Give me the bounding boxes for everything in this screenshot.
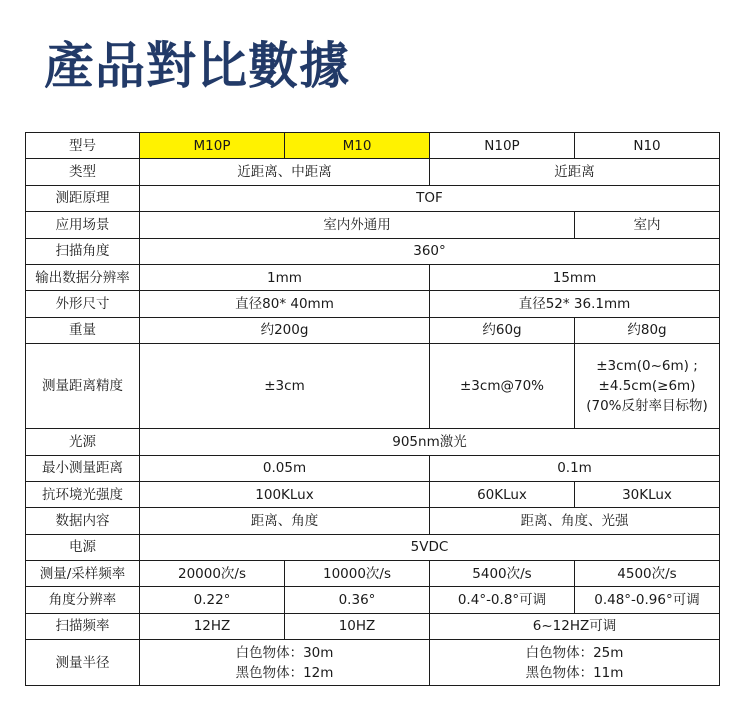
table-cell: 室内外通用 bbox=[140, 212, 575, 238]
row-label: 电源 bbox=[26, 534, 140, 560]
cell-line: 黑色物体：12m bbox=[235, 664, 334, 681]
table-row bbox=[26, 264, 720, 290]
table-cell: 近距离 bbox=[430, 159, 720, 185]
model-header-n10p: N10P bbox=[430, 133, 575, 159]
model-header-m10: M10 bbox=[285, 133, 430, 159]
table-row bbox=[26, 508, 720, 534]
table-cell: 约60g bbox=[430, 317, 575, 343]
table-row bbox=[26, 185, 720, 211]
table-cell: 60KLux bbox=[430, 481, 575, 507]
table-cell: TOF bbox=[140, 185, 720, 211]
row-label: 扫描角度 bbox=[26, 238, 140, 264]
table-cell bbox=[140, 640, 430, 686]
table-cell: 0.4°-0.8°可调 bbox=[430, 587, 575, 613]
row-label: 光源 bbox=[26, 429, 140, 455]
row-label: 测量距离精度 bbox=[26, 344, 140, 429]
row-label: 扫描频率 bbox=[26, 613, 140, 639]
table-cell: 近距离、中距离 bbox=[140, 159, 430, 185]
row-label: 最小测量距离 bbox=[26, 455, 140, 481]
cell-line: ±3cm(0~6m) ; bbox=[596, 357, 698, 374]
table-cell bbox=[575, 344, 720, 429]
table-cell: 360° bbox=[140, 238, 720, 264]
table-cell: 905nm激光 bbox=[140, 429, 720, 455]
row-label: 类型 bbox=[26, 159, 140, 185]
table-cell: 10000次/s bbox=[285, 561, 430, 587]
table-row bbox=[26, 429, 720, 455]
table-row bbox=[26, 534, 720, 560]
page-title: 產品對比數據 bbox=[44, 37, 350, 95]
table-row bbox=[26, 212, 720, 238]
cell-line: 白色物体：25m bbox=[525, 644, 624, 661]
table-row bbox=[26, 561, 720, 587]
table-cell: 20000次/s bbox=[140, 561, 285, 587]
table-cell: 100KLux bbox=[140, 481, 430, 507]
table-cell: 室内 bbox=[575, 212, 720, 238]
table-cell: 10HZ bbox=[285, 613, 430, 639]
table-cell: 约80g bbox=[575, 317, 720, 343]
row-label: 抗环境光强度 bbox=[26, 481, 140, 507]
table-row bbox=[26, 133, 720, 159]
model-header-m10p: M10P bbox=[140, 133, 285, 159]
table-row bbox=[26, 238, 720, 264]
table-row bbox=[26, 317, 720, 343]
table-cell: 5400次/s bbox=[430, 561, 575, 587]
cell-line: 白色物体：30m bbox=[235, 644, 334, 661]
table-cell: 30KLux bbox=[575, 481, 720, 507]
table-cell: 0.36° bbox=[285, 587, 430, 613]
table-row bbox=[26, 587, 720, 613]
row-label: 测量/采样频率 bbox=[26, 561, 140, 587]
table-cell: ±3cm bbox=[140, 344, 430, 429]
table-row bbox=[26, 481, 720, 507]
table-row bbox=[26, 344, 720, 429]
row-label: 数据内容 bbox=[26, 508, 140, 534]
table-cell: 距离、角度、光强 bbox=[430, 508, 720, 534]
table-cell: 0.22° bbox=[140, 587, 285, 613]
row-label: 外形尺寸 bbox=[26, 291, 140, 317]
table-cell bbox=[430, 640, 720, 686]
table-row bbox=[26, 613, 720, 639]
row-label: 测量半径 bbox=[26, 640, 140, 686]
table-row bbox=[26, 640, 720, 686]
table-cell: ±3cm@70% bbox=[430, 344, 575, 429]
table-cell: 15mm bbox=[430, 264, 720, 290]
cell-line: 黑色物体：11m bbox=[525, 664, 624, 681]
table-cell: 4500次/s bbox=[575, 561, 720, 587]
table-cell: 12HZ bbox=[140, 613, 285, 639]
spec-comparison-table bbox=[25, 132, 720, 686]
row-label: 重量 bbox=[26, 317, 140, 343]
table-row bbox=[26, 291, 720, 317]
row-label: 角度分辨率 bbox=[26, 587, 140, 613]
table-cell: 1mm bbox=[140, 264, 430, 290]
cell-line: ±4.5cm(≥6m) bbox=[598, 378, 696, 395]
row-label: 输出数据分辨率 bbox=[26, 264, 140, 290]
table-cell: 约200g bbox=[140, 317, 430, 343]
table-cell: 0.05m bbox=[140, 455, 430, 481]
table-cell: 距离、角度 bbox=[140, 508, 430, 534]
table-row bbox=[26, 455, 720, 481]
table-cell: 0.1m bbox=[430, 455, 720, 481]
row-label: 型号 bbox=[26, 133, 140, 159]
model-header-n10: N10 bbox=[575, 133, 720, 159]
table-cell: 0.48°-0.96°可调 bbox=[575, 587, 720, 613]
table-row bbox=[26, 159, 720, 185]
table-cell: 5VDC bbox=[140, 534, 720, 560]
table-cell: 6~12HZ可调 bbox=[430, 613, 720, 639]
row-label: 应用场景 bbox=[26, 212, 140, 238]
row-label: 测距原理 bbox=[26, 185, 140, 211]
table-cell: 直径80* 40mm bbox=[140, 291, 430, 317]
table-cell: 直径52* 36.1mm bbox=[430, 291, 720, 317]
cell-line: (70%反射率目标物) bbox=[586, 398, 708, 415]
